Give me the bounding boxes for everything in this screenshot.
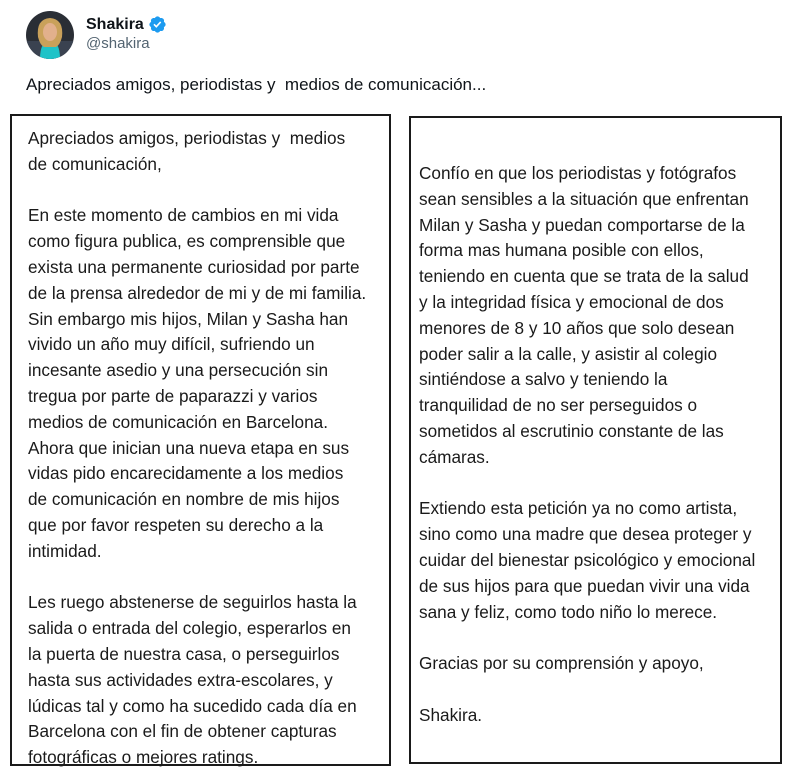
avatar-portrait-icon xyxy=(26,11,74,59)
letter-line: Confío en que los periodistas y fotógrafos xyxy=(419,163,737,183)
letter-line: fotográficas o mejores ratings. xyxy=(28,747,259,768)
letter-line: forma mas humana posible con ellos, xyxy=(419,240,704,261)
letter-page-right[interactable] xyxy=(409,116,782,764)
letter-line: poder salir a la calle, y asistir al colegio xyxy=(419,343,718,364)
letter-line: vidas pido encarecidamente a los medios xyxy=(28,463,344,484)
letter-line: como figura publica, es comprensible que xyxy=(28,231,346,252)
letter-line: intimidad. xyxy=(28,540,102,561)
letter-line: de la prensa alrededor de mi y de mi familia. xyxy=(28,282,367,303)
letter-line: de sus hijos para que puedan vivir una vida xyxy=(419,575,750,596)
author-name-text: Shakira xyxy=(86,15,144,33)
letter-line: sintiéndose a salvo y teniendo la xyxy=(419,369,668,390)
letter-right-content xyxy=(419,161,780,729)
letter-line: sino como una madre que desea proteger y xyxy=(419,524,752,545)
letter-line: Les ruego abstenerse de seguirlos hasta la xyxy=(28,592,357,613)
letter-line: Sin embargo mis hijos, Milan y Sasha han xyxy=(28,308,349,329)
verified-badge-icon xyxy=(148,15,167,34)
letter-line: cuidar del bienestar psicológico y emocional xyxy=(419,549,756,570)
letter-line: que por favor respeten su derecho a la xyxy=(28,514,324,535)
letter-paragraph xyxy=(419,651,780,677)
letter-paragraph xyxy=(419,703,780,729)
letter-line: de comunicación, xyxy=(28,153,162,174)
letter-page-left[interactable] xyxy=(10,114,391,766)
avatar[interactable] xyxy=(26,11,74,59)
letter-line: Ahora que inician una nueva etapa en sus xyxy=(28,437,350,458)
author-handle[interactable]: @shakira xyxy=(86,35,150,52)
letter-line: de comunicación en nombre de mis hijos xyxy=(28,489,340,510)
letter-line: medios de comunicación en Barcelona. xyxy=(28,411,329,432)
letter-line: tregua por parte de paparazzi y varios xyxy=(28,385,318,406)
letter-line: Milan y Sasha y puedan comportarse de la xyxy=(419,214,745,235)
letter-line: Shakira. xyxy=(419,704,483,725)
letter-left-content xyxy=(28,126,389,771)
letter-line: Gracias por su comprensión y apoyo, xyxy=(419,653,704,674)
letter-line: lúdicas tal y como ha sucedido cada día en xyxy=(28,695,357,716)
letter-paragraph xyxy=(28,590,389,771)
letter-line: sana y feliz, como todo niño lo merece. xyxy=(419,601,718,622)
letter-line: incesante asedio y una persecución sin xyxy=(28,360,329,381)
letter-line: sean sensibles a la situación que enfrentan xyxy=(419,188,749,209)
letter-line: exista una permanente curiosidad por parte xyxy=(28,256,360,277)
author-name[interactable] xyxy=(86,15,167,34)
letter-line: Barcelona con el fin de obtener capturas xyxy=(28,721,337,742)
letter-line: sometidos al escrutinio constante de las xyxy=(419,420,724,441)
letter-paragraph xyxy=(419,161,780,471)
letter-line: salida o entrada del colegio, esperarlos en xyxy=(28,618,351,639)
letter-line: y la integridad física y emocional de dos xyxy=(419,291,724,312)
letter-line: la puerta de nuestra casa, o perseguirlos xyxy=(28,643,340,664)
letter-line: teniendo en cuenta que se trata de la salud xyxy=(419,266,749,287)
tweet-text: Apreciados amigos, periodistas y medios de comunicación... xyxy=(26,75,487,94)
letter-line: hasta sus actividades extra-escolares, y xyxy=(28,669,333,690)
letter-line: Extiendo esta petición ya no como artista, xyxy=(419,498,738,519)
letter-line: Apreciados amigos, periodistas y medios xyxy=(28,128,346,148)
letter-paragraph xyxy=(28,126,389,178)
letter-line: En este momento de cambios en mi vida xyxy=(28,205,339,226)
letter-line: tranquilidad de no ser perseguidos o xyxy=(419,395,698,416)
letter-paragraph xyxy=(28,203,389,564)
letter-line: cámaras. xyxy=(419,446,490,467)
letter-line: menores de 8 y 10 años que solo desean xyxy=(419,317,735,338)
letter-line: vivido un año muy difícil, sufriendo un xyxy=(28,334,315,355)
letter-paragraph xyxy=(419,496,780,625)
